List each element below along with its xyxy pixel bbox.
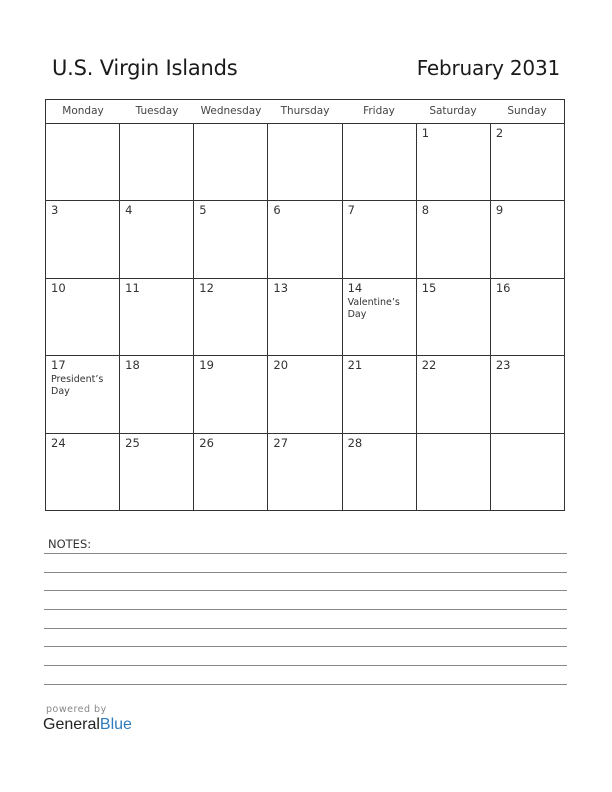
calendar-day-cell xyxy=(120,279,194,355)
notes-line xyxy=(44,572,567,573)
calendar-week-row xyxy=(46,124,564,201)
notes-line xyxy=(44,684,567,685)
day-number: 23 xyxy=(495,358,511,373)
calendar-day-cell xyxy=(268,434,342,511)
day-number: 8 xyxy=(421,203,430,218)
calendar-day-cell xyxy=(491,124,564,200)
calendar-day-cell xyxy=(417,124,491,200)
day-number: 17 xyxy=(51,358,66,373)
weekday-header-saturday: Saturday xyxy=(429,105,477,117)
weekday-header-row xyxy=(46,100,564,124)
calendar-day-cell xyxy=(491,356,564,432)
calendar-week-row xyxy=(46,201,564,278)
notes-label: NOTES: xyxy=(48,537,92,551)
weekday-header-friday: Friday xyxy=(363,105,395,117)
weekday-header-sunday: Sunday xyxy=(507,105,547,117)
calendar-day-cell xyxy=(46,356,120,432)
calendar-week-row xyxy=(46,434,564,511)
day-number: 21 xyxy=(347,358,363,373)
day-number: 26 xyxy=(199,435,214,450)
weekday-header-monday: Monday xyxy=(62,105,104,117)
day-number: 13 xyxy=(273,280,289,295)
powered-by-text: powered by xyxy=(46,704,107,715)
day-number: 27 xyxy=(273,435,289,450)
calendar-day-cell xyxy=(194,356,268,432)
calendar-day-cell xyxy=(46,124,120,200)
calendar-day-cell xyxy=(194,201,268,277)
day-number: 14 xyxy=(347,280,363,295)
weekday-header-wednesday: Wednesday xyxy=(200,105,262,117)
calendar-day-cell xyxy=(268,124,342,200)
holiday-label: Valentine’s Day xyxy=(347,296,400,320)
notes-line xyxy=(44,553,567,554)
day-number: 22 xyxy=(421,358,437,373)
notes-line xyxy=(44,628,567,629)
day-number: 6 xyxy=(273,203,281,218)
calendar-day-cell xyxy=(343,279,417,355)
calendar-week-row xyxy=(46,279,564,356)
day-number: 16 xyxy=(495,280,511,295)
day-number: 25 xyxy=(125,435,140,450)
calendar-day-cell xyxy=(46,201,120,277)
calendar-day-cell xyxy=(343,201,417,277)
logo-general-text: General xyxy=(43,716,100,733)
calendar-month: February 2031 xyxy=(416,56,560,80)
calendar-day-cell xyxy=(46,279,120,355)
holiday-label: President’s Day xyxy=(51,374,104,398)
calendar-grid xyxy=(45,99,565,511)
notes-line xyxy=(44,665,567,666)
day-number: 1 xyxy=(421,126,430,140)
calendar-day-cell xyxy=(417,434,491,511)
calendar-day-cell xyxy=(120,434,194,511)
day-number: 11 xyxy=(125,280,140,295)
day-number: 19 xyxy=(199,358,214,373)
notes-line xyxy=(44,646,567,647)
day-number: 18 xyxy=(125,358,140,373)
day-number: 7 xyxy=(347,203,355,218)
calendar-title: U.S. Virgin Islands xyxy=(52,56,238,80)
calendar-day-cell xyxy=(417,201,491,277)
weekday-header-thursday: Thursday xyxy=(280,105,330,117)
calendar-day-cell xyxy=(268,279,342,355)
calendar-day-cell xyxy=(268,201,342,277)
calendar-weeks xyxy=(46,124,564,511)
calendar-day-cell xyxy=(120,356,194,432)
weekday-header-tuesday: Tuesday xyxy=(135,105,179,117)
generalblue-logo xyxy=(43,716,132,734)
day-number: 5 xyxy=(199,203,207,218)
calendar-day-cell xyxy=(343,124,417,200)
calendar-day-cell xyxy=(120,201,194,277)
calendar-day-cell xyxy=(194,434,268,511)
day-number: 4 xyxy=(125,203,133,218)
calendar-week-row xyxy=(46,356,564,433)
calendar-day-cell xyxy=(491,434,564,511)
day-number: 2 xyxy=(495,126,504,140)
notes-line xyxy=(44,609,567,610)
calendar-day-cell xyxy=(194,279,268,355)
day-number: 10 xyxy=(51,280,66,295)
day-number: 20 xyxy=(273,358,289,373)
calendar-day-cell xyxy=(491,201,564,277)
day-number: 15 xyxy=(421,280,437,295)
logo-blue-text: Blue xyxy=(99,716,132,733)
calendar-day-cell xyxy=(343,356,417,432)
day-number: 12 xyxy=(199,280,214,295)
calendar-day-cell xyxy=(46,434,120,511)
calendar-day-cell xyxy=(194,124,268,200)
calendar-day-cell xyxy=(120,124,194,200)
calendar-day-cell xyxy=(491,279,564,355)
calendar-day-cell xyxy=(343,434,417,511)
calendar-day-cell xyxy=(417,356,491,432)
day-number: 9 xyxy=(495,203,504,218)
notes-line xyxy=(44,590,567,591)
calendar-day-cell xyxy=(417,279,491,355)
day-number: 28 xyxy=(347,435,363,450)
day-number: 24 xyxy=(51,435,66,450)
day-number: 3 xyxy=(51,203,59,218)
calendar-day-cell xyxy=(268,356,342,432)
